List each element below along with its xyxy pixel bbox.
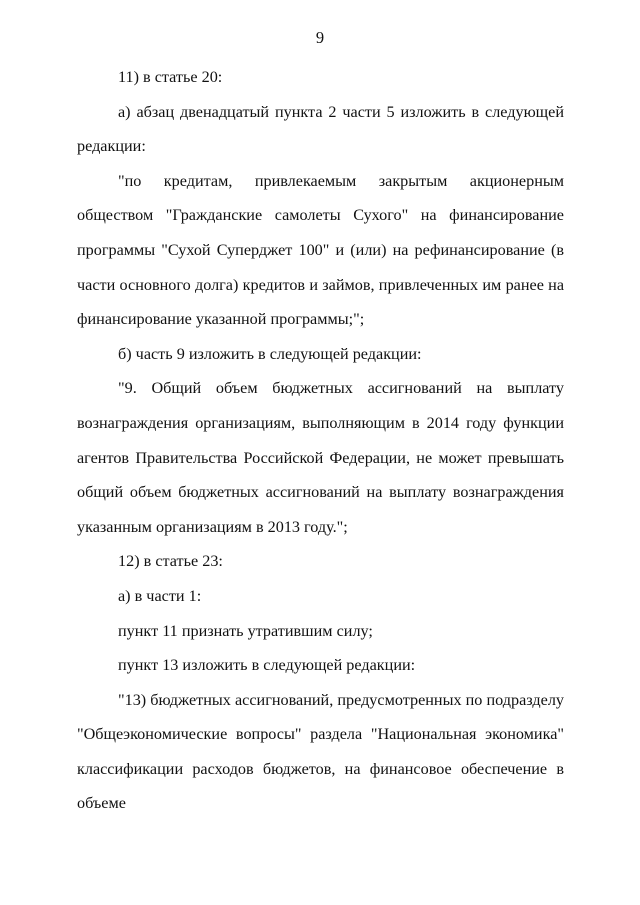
paragraph-point-11: пункт 11 признать утратившим силу;: [118, 621, 373, 640]
paragraph-point-13-quote: "13) бюджетных ассигнований, предусмотренных по подразделу "Общеэкономические вопросы" раздела "Национальная экономика" классификации расходов бюджетов, на финансовое обеспечение в объеме: [77, 690, 564, 813]
paragraph-subpoint-a: а) абзац двенадцатый пункта 2 части 5 изложить в следующей редакции:: [77, 102, 564, 156]
paragraph-credits-quote: "по кредитам, привлекаемым закрытым акционерным обществом "Гражданские самолеты Сухого" на финансирование программы "Сухой Суперджет 100" и (или) на рефинансирование (в части основного долга) кредитов и займов, привлеченных им ранее на финансирование указанной программы;";: [77, 171, 564, 329]
document-body: [77, 60, 564, 821]
paragraph-article-23-heading: 12) в статье 23:: [118, 552, 223, 571]
paragraph-article-20-heading: 11) в статье 20:: [118, 68, 223, 86]
paragraph-part-1: а) в части 1:: [118, 586, 202, 605]
page-number: 9: [315, 28, 325, 47]
paragraph-part-9-quote: "9. Общий объем бюджетных ассигнований на выплату вознаграждения организациям, выполняющим в 2014 году функции агентов Правительства Российской Федерации, не может превышать общий объем бюджетных ассигнований на выплату вознаграждения указанным организациям в 2013 году.";: [77, 379, 564, 536]
paragraph-subpoint-b: б) часть 9 изложить в следующей редакции:: [118, 344, 422, 363]
paragraph-point-13: пункт 13 изложить в следующей редакции:: [118, 656, 416, 675]
